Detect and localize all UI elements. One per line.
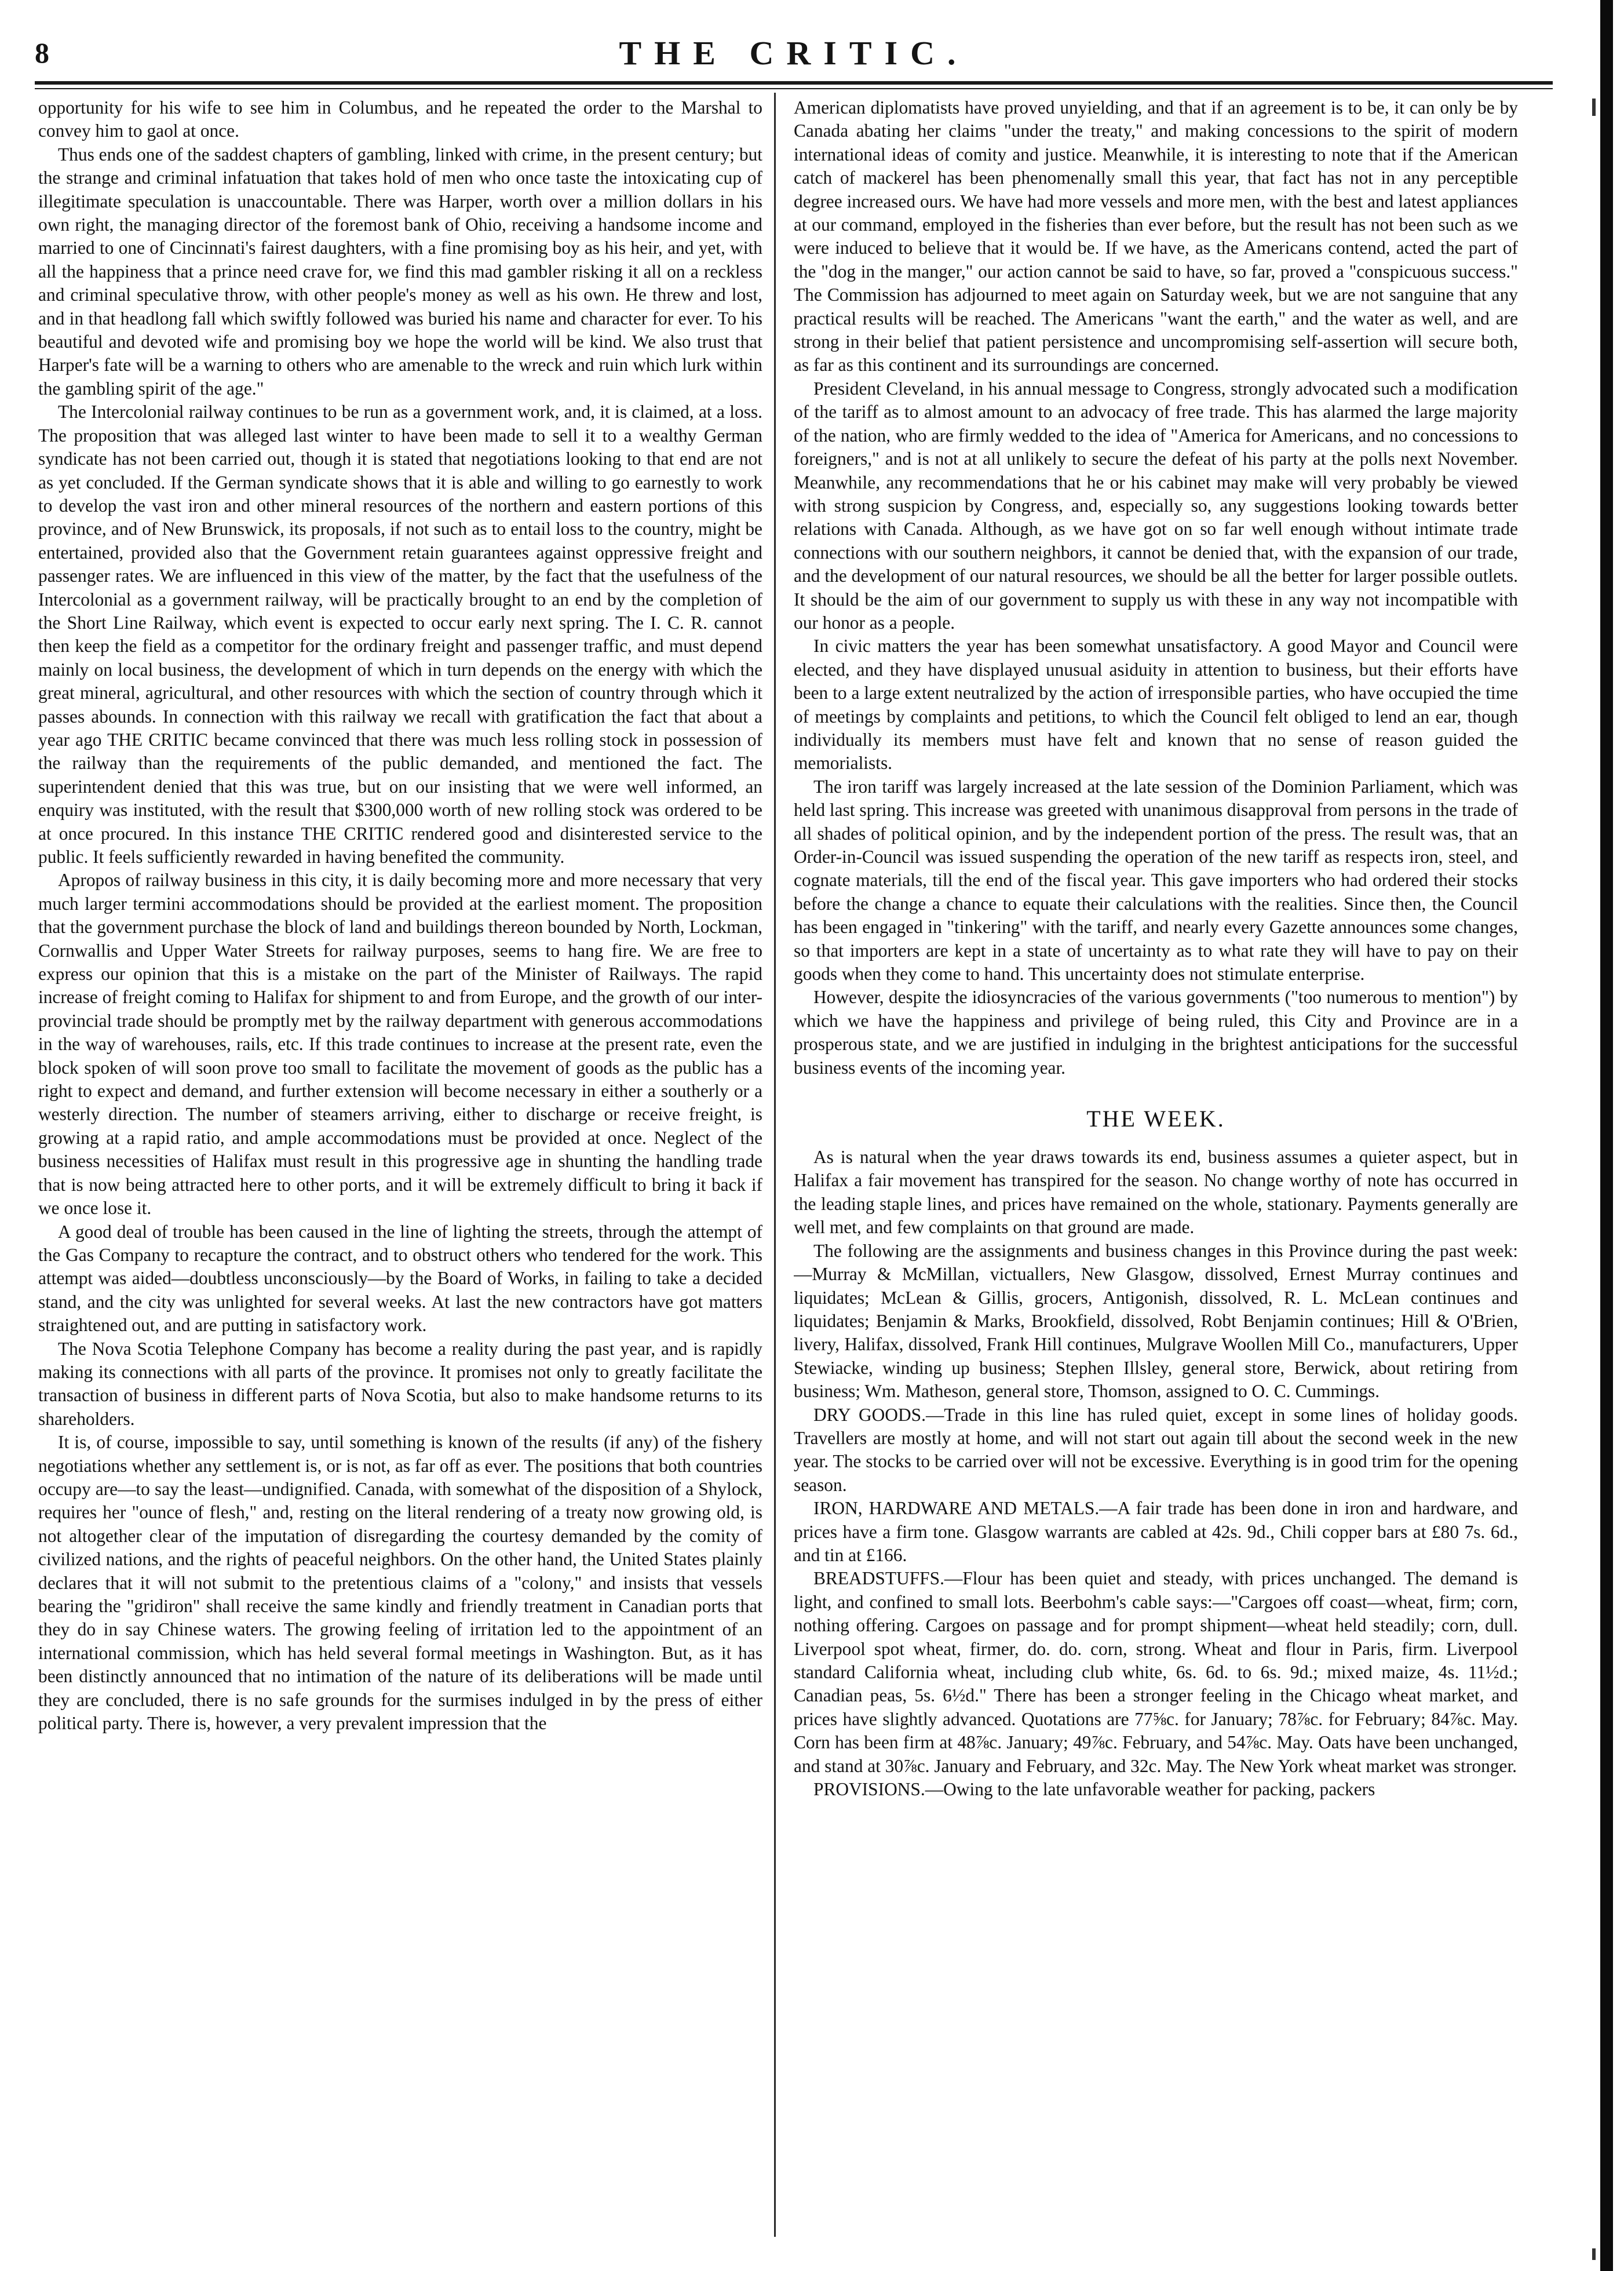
article-paragraph: However, despite the idiosyncracies of the various governments ("too numerous to mention") by which we have the happiness and privilege of being ruled, this City and Province are in a prosperous state, and we are justified in indulging in the brightest anticipations for the successful business events of the incoming year. — [794, 987, 1518, 1078]
right-column — [794, 96, 1518, 2240]
article-paragraph: Thus ends one of the saddest chapters of gambling, linked with crime, in the present century; but the strange and criminal infatuation that takes hold of men who once taste the intoxicating cup of illegitimate speculation is unaccountable. There was Harper, worth over a million dollars in his own right, the managing director of the foremost bank of Ohio, receiving a handsome income and married to one of Cincinnati's fairest daughters, with a fine promising boy as his heir, and yet, with all the happiness that a prince need crave for, we find this mad gambler risking it all on a reckless and criminal speculative throw, with other people's money as well as his own. He threw and lost, and in that headlong fall which swiftly followed was buried his name and character for ever. To his beautiful and devoted wife and promising boy we hope the world will be kind. We also trust that Harper's fate will be a warning to others who are amenable to the wreck and ruin which lurk within the gambling spirit of the age." — [38, 144, 762, 399]
column-divider — [774, 93, 776, 2237]
article-paragraph: American diplomatists have proved unyielding, and that if an agreement is to be, it can only be by Canada abating her claims "under the treaty," and making concessions to the spirit of modern international ideas of comity and justice. Meanwhile, it is interesting to note that if the American catch of mackerel has been phenomenally small this year, that fact has not in any perceptible degree increased ours. We have had more vessels and more men, with the best and latest appliances at our command, employed in the fisheries than ever before, but the result has not been such as we were induced to believe that it would be. If we have, as the Americans contend, acted the part of the "dog in the manger," our action cannot be said to have, so far, proved a "conspicuous success." The Commission has adjourned to meet again on Saturday week, but we are not sanguine that any practical results will be reached. The Americans "want the earth," and the water as well, and are strong in their belief that patient persistence and uncompromising self-assertion will secure both, as far as this continent and its surroundings are concerned. — [794, 97, 1518, 376]
left-column — [38, 96, 762, 2240]
header-rule-thin — [35, 88, 1553, 89]
page-edge-mark — [1592, 2248, 1596, 2260]
week-paragraph: The following are the assignments and business changes in this Province during the past week:—Murray & McMillan, victuallers, New Glasgow, dissolved, Ernest Murray continues and liquidates; McLean & Gillis, grocers, Antigonish, dissolved, R. L. McLean continues and liquidates; Benjamin & Marks, Brookfield, dissolved, Robt Benjamin continues; Hill & O'Brien, livery, Halifax, dissolved, Frank Hill continues, Mulgrave Woollen Mill Co., manufacturers, Upper Stewiacke, winding up business; Stephen Illsley, general store, Berwick, about retiring from business; Wm. Matheson, general store, Thomson, assigned to O. C. Cummings. — [794, 1240, 1518, 1402]
market-report-dry-goods: DRY GOODS.—Trade in this line has ruled quiet, except in some lines of holiday goods. Travellers are mostly at home, and will not start out again till about the second week in the new year. The stocks to be carried over will not be excessive. Everything is in good trim for the opening season. — [794, 1404, 1518, 1495]
page-header — [35, 36, 1553, 82]
page-number: 8 — [35, 37, 49, 69]
page-edge-mark — [1592, 99, 1596, 116]
market-report-provisions: PROVISIONS.—Owing to the late unfavorable weather for packing, packers — [813, 1779, 1375, 1800]
market-report-iron-hardware: IRON, HARDWARE AND METALS.—A fair trade has been done in iron and hardware, and prices have a firm tone. Glasgow warrants are cabled at 42s. 9d., Chili copper bars at £80 7s. 6d., and tin at £166. — [794, 1498, 1518, 1565]
article-paragraph: opportunity for his wife to see him in Columbus, and he repeated the order to the Marshal to convey him to gaol at once. — [38, 97, 762, 141]
section-heading-the-week: THE WEEK. — [1086, 1106, 1225, 1132]
week-paragraph: As is natural when the year draws towards its end, business assumes a quieter aspect, but in Halifax a fair movement has transpired for the season. No change worthy of note has occurred in the leading staple lines, and prices have remained on the whole, stationary. Payments generally are well met, and few complaints on that ground are made. — [794, 1147, 1518, 1238]
article-paragraph: The iron tariff was largely increased at the late session of the Dominion Parliament, which was held last spring. This increase was greeted with unanimous disapproval from persons in the trade of all shades of political opinion, and by the independent portion of the press. The result was, that an Order-in-Council was issued suspending the operation of the new tariff as respects iron, steel, and cognate materials, till the end of the fiscal year. This gave importers who had ordered their stocks before the change a chance to equate their calculations with the realities. Since then, the Council has been engaged in "tinkering" with the tariff, and nearly every Gazette announces some changes, so that importers are kept in a state of uncertainty as to what rate they will have to pay on their goods when they come to hand. This uncertainty does not stimulate enterprise. — [794, 776, 1518, 985]
market-report-breadstuffs: BREADSTUFFS.—Flour has been quiet and steady, with prices unchanged. The demand is light, and confined to small lots. Beerbohm's cable says:—"Cargoes off coast—wheat, firm; corn, nothing offering. Cargoes on passage and for prompt shipment—wheat held steadily; corn, dull. Liverpool spot wheat, firmer, do. do. corn, strong. Wheat and flour in Paris, firm. Liverpool standard California wheat, including club white, 6s. 6d. to 6s. 9d.; mixed maize, 4s. 11½d.; Canadian peas, 5s. 6½d." There has been a stronger feeling in the Chicago wheat market, and prices have slightly advanced. Quotations are 77⅝c. for January; 78⅞c. for February; 84⅞c. May. Corn has been firm at 48⅞c. January; 49⅞c. February, and 54⅞c. May. Oats have been unchanged, and stand at 30⅞c. January and February, and 32c. May. The New York wheat market was stronger. — [794, 1568, 1518, 1776]
article-paragraph: Apropos of railway business in this city, it is daily becoming more and more necessary that very much larger termini accommodations should be provided at the earliest moment. The proposition that the government purchase the block of land and buildings thereon bounded by North, Lockman, Cornwallis and Upper Water Streets for railway purposes, seems to hang fire. We are free to express our opinion that this is a mistake on the part of the Minister of Railways. The rapid increase of freight coming to Halifax for shipment to and from Europe, and the growth of our inter-provincial trade should be promptly met by the railway department with generous accommodations in the way of warehouses, rails, etc. If this trade continues to increase at the present rate, even the block spoken of will soon prove too small to facilitate the movement of goods as the public has a right to expect and demand, and further extension will become necessary in either a southerly or a westerly direction. The number of steamers arriving, either to discharge or receive freight, is growing at a rapid ratio, and ample accommodations must be provided at once. Neglect of the business necessities of Halifax must result in this progressive age in shunting the handling trade that is now being attracted here to other ports, and it will be extremely difficult to bring it back if we once lose it. — [38, 870, 762, 1219]
article-paragraph: President Cleveland, in his annual message to Congress, strongly advocated such a modification of the tariff as to almost amount to an advocacy of free trade. This has alarmed the large majority of the nation, who are firmly wedded to the idea of "America for Americans, and no concessions to foreigners," and is not at all unlikely to secure the defeat of his party at the polls next November. Meanwhile, any recommendations that he or his cabinet may make will very probably be viewed with strong suspicion by Congress, and, especially so, any suggestions looking towards better relations with Canada. Although, as we have got on so far well enough without intimate trade connections with our southern neighbors, it cannot be denied that, with the expansion of our trade, and the development of our natural resources, we should be all the better for larger possible outlets. It should be the aim of our government to supply us with these in any way not incompatible with our honor as a people. — [794, 378, 1518, 633]
article-paragraph: It is, of course, impossible to say, until something is known of the results (if any) of the fishery negotiations whether any settlement is, or is not, as far off as ever. The positions that both countries occupy are—to say the least—undignified. Canada, with somewhat of the disposition of a Shylock, requires her "ounce of flesh," and, resting on the literal rendering of a treaty now growing old, is not altogether clear of the imputation of disregarding the courtesy demanded by the comity of civilized nations, and the rights of peaceful neighbors. On the other hand, the United States plainly declares that it will not submit to the pretentious claims of a "colony," and insists that vessels bearing the "gridiron" shall receive the same kindly and friendly treatment in Canadian ports that they do in say Chinese waters. The growing feeling of irritation led to the appointment of an international commission, which has held several formal meetings in Washington. But, as it has been distinctly announced that no intimation of the nature of its deliberations will be made until they are concluded, there is no safe grounds for the surmises indulged in by the press of either political party. There is, however, a very prevalent impression that the — [38, 1432, 762, 1734]
article-paragraph: A good deal of trouble has been caused in the line of lighting the streets, through the attempt of the Gas Company to recapture the contract, and to obstruct others who tendered for the work. This attempt was aided—doubtless unconsciously—by the Board of Works, in failing to take a decided stand, and the city was unlighted for several weeks. At last the new contractors have got matters straightened out, and are putting in satisfactory work. — [38, 1221, 762, 1336]
article-paragraph: The Intercolonial railway continues to be run as a government work, and, it is claimed, at a loss. The proposition that was alleged last winter to have been made to sell it to a wealthy German syndicate has not been carried out, though it is stated that negotiations looking to that end are not as yet concluded. If the German syndicate shows that it is able and willing to go earnestly to work to develop the vast iron and other mineral resources of the northern and eastern portions of this province, and of New Brunswick, its proposals, if not such as to entail loss to the country, might be entertained, provided also that the Government retain guarantees against oppressive freight and passenger rates. We are influenced in this view of the matter, by the fact that the usefulness of the Intercolonial as a government railway, will be practically brought to an end by the completion of the Short Line Railway, which event is expected to occur early next spring. The I. C. R. cannot then keep the field as a competitor for the ordinary freight and passenger traffic, and must depend mainly on local business, the development of which in turn depends on the energy with which the great mineral, agricultural, and other resources with which the section of country through which it passes abounds. In connection with this railway we recall with gratification the fact that about a year ago THE CRITIC became convinced that there was much less rolling stock in possession of the railway than the requirements of the public demanded, and mentioned the fact. The superintendent denied that this was true, but on our insisting that we were well informed, an enquiry was instituted, with the result that $300,000 worth of new rolling stock was ordered to be at once procured. In this instance THE CRITIC rendered good and disinterested service to the public. It feels sufficiently rewarded in having benefited the community. — [38, 402, 762, 867]
running-title: THE CRITIC. — [619, 34, 969, 72]
page-edge-shadow — [1600, 0, 1613, 2271]
article-paragraph: In civic matters the year has been somewhat unsatisfactory. A good Mayor and Council were elected, and they have displayed unusual asiduity in attention to business, but their efforts have been to a large extent neutralized by the action of irresponsible parties, who have occupied the time of meetings by complaints and petitions, to which the Council felt obliged to lend an ear, though individually its members must have felt and known that no sense of reason guided the memorialists. — [794, 636, 1518, 774]
header-rule — [35, 81, 1553, 85]
article-paragraph: The Nova Scotia Telephone Company has become a reality during the past year, and is rapidly making its connections with all parts of the province. It promises not only to greatly facilitate the transaction of business in different parts of Nova Scotia, but also to make handsome returns to its shareholders. — [38, 1338, 762, 1429]
